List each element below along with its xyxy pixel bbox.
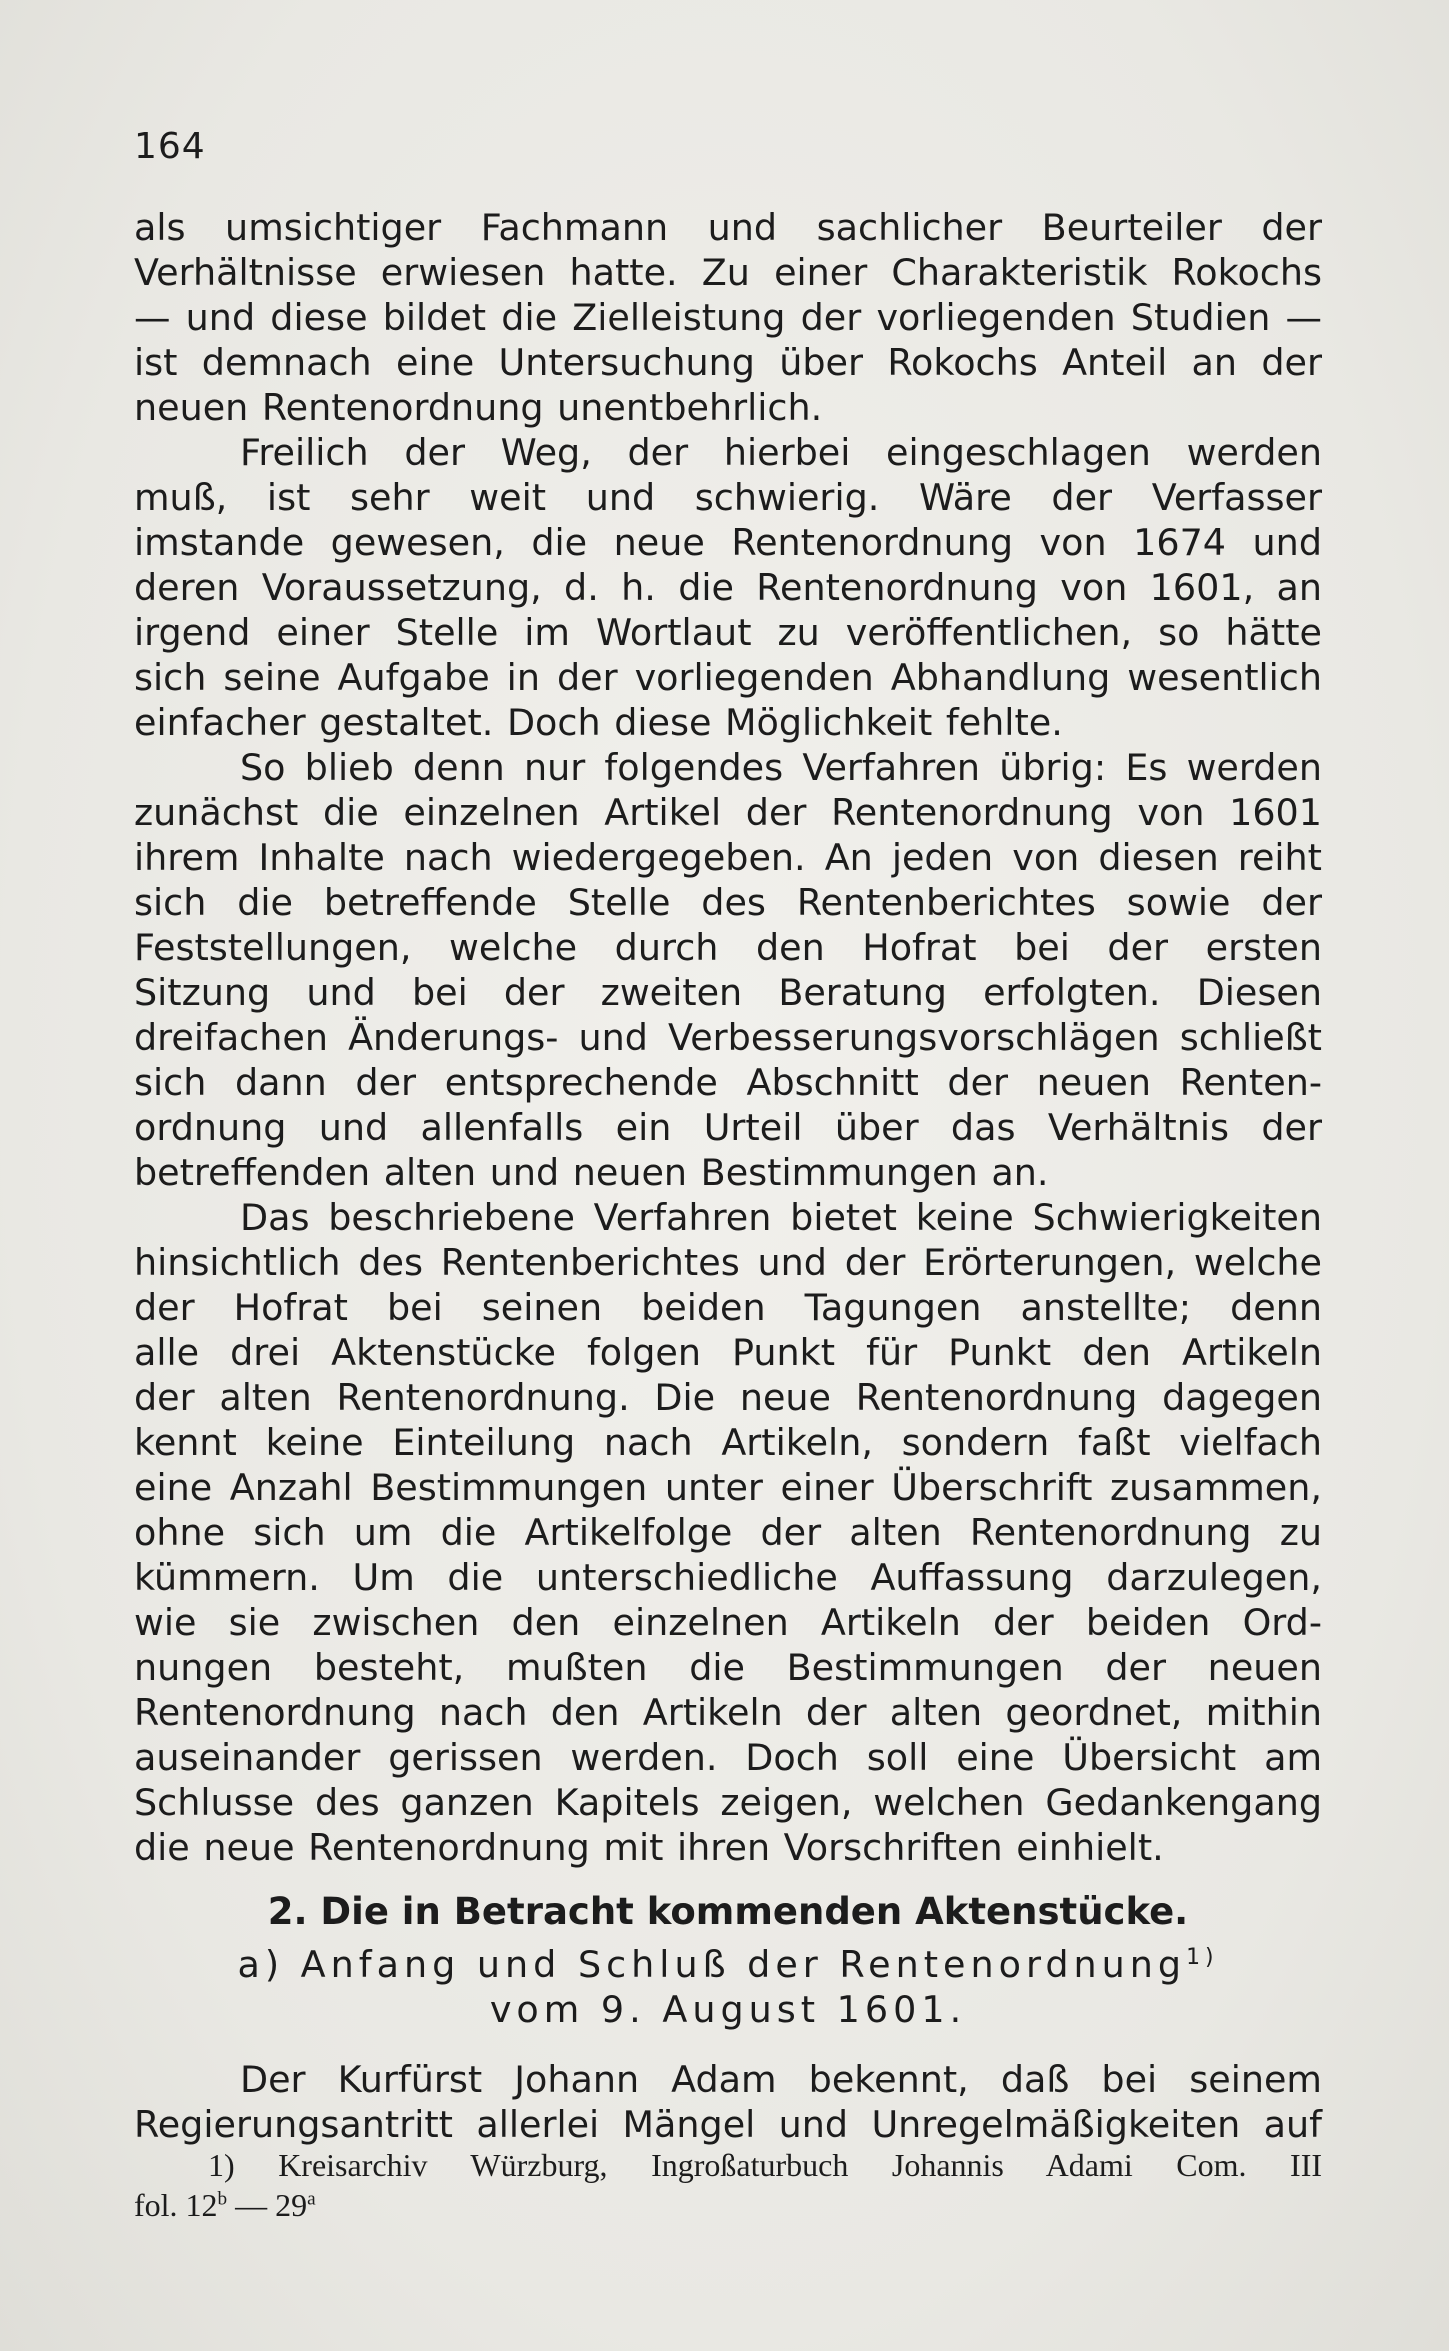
footnote-line xyxy=(134,2185,1322,2225)
subheading-text: a) Anfang und Schluß der Rentenordnung xyxy=(237,1943,1187,1986)
text-line: wie sie zwischen den einzelnen Artikeln der beiden Ord- xyxy=(134,1601,1322,1644)
text-line: Sitzung und bei der zweiten Beratung erfolgten. Diesen xyxy=(134,971,1322,1014)
text-line: Feststellungen, welche durch den Hofrat bei der ersten xyxy=(134,926,1322,969)
text-line: Freilich der Weg, der hierbei eingeschlagen werden xyxy=(240,431,1322,474)
footnote xyxy=(134,2145,1322,2225)
text-line: nungen besteht, mußten die Bestimmungen der neuen xyxy=(134,1646,1322,1689)
footnote-sup-b: b xyxy=(217,2188,228,2210)
text-line: ihrem Inhalte nach wiedergegeben. An jeden von diesen reiht xyxy=(134,836,1322,879)
document-text xyxy=(134,2057,1322,2147)
text-line: betreffenden alten und neuen Bestimmungen an. xyxy=(134,1151,1049,1194)
text-line: — und diese bildet die Zielleistung der vorliegenden Studien — xyxy=(134,296,1322,339)
main-text xyxy=(134,205,1322,1870)
text-line: irgend einer Stelle im Wortlaut zu veröffentlichen, so hätte xyxy=(134,611,1322,654)
text-line: Schlusse des ganzen Kapitels zeigen, welchen Gedankengang xyxy=(134,1781,1322,1824)
text-line: die neue Rentenordnung mit ihren Vorschriften einhielt. xyxy=(134,1826,1164,1869)
text-line: deren Voraussetzung, d. h. die Rentenordnung von 1601, an xyxy=(134,566,1322,609)
footnote-mark: 1) xyxy=(1186,1944,1219,1970)
text-line: Das beschriebene Verfahren bietet keine Schwierigkeiten xyxy=(240,1196,1322,1239)
text-line: alle drei Aktenstücke folgen Punkt für Punkt den Artikeln xyxy=(134,1331,1322,1374)
text-line: kennt keine Einteilung nach Artikeln, sondern faßt vielfach xyxy=(134,1421,1322,1464)
footnote-folio-end: — 29 xyxy=(227,2187,308,2223)
text-line: hinsichtlich des Rentenberichtes und der Erörterungen, welche xyxy=(134,1241,1322,1284)
text-line: einfacher gestaltet. Doch diese Möglichkeit fehlte. xyxy=(134,701,1063,744)
text-line: sich die betreffende Stelle des Rentenberichtes sowie der xyxy=(134,881,1322,924)
text-line: sich dann der entsprechende Abschnitt der neuen Renten- xyxy=(134,1061,1322,1104)
section-heading: 2. Die in Betracht kommenden Aktenstücke. xyxy=(267,1890,1189,1933)
text-line: kümmern. Um die unterschiedliche Auffassung darzulegen, xyxy=(134,1556,1322,1599)
text-line: imstande gewesen, die neue Rentenordnung von 1674 und xyxy=(134,521,1322,564)
footnote-sup-a: a xyxy=(307,2188,316,2210)
text-line: Der Kurfürst Johann Adam bekennt, daß bei seinem xyxy=(240,2058,1322,2101)
text-line: als umsichtiger Fachmann und sachlicher Beurteiler der xyxy=(134,206,1322,249)
footnote-folio: fol. 12 xyxy=(134,2187,218,2223)
text-line: muß, ist sehr weit und schwierig. Wäre der Verfasser xyxy=(134,476,1322,519)
text-line: ohne sich um die Artikelfolge der alten Rentenordnung zu xyxy=(134,1511,1322,1554)
text-line: dreifachen Änderungs- und Verbesserungsvorschlägen schließt xyxy=(134,1016,1322,1059)
text-line: ordnung und allenfalls ein Urteil über das Verhältnis der xyxy=(134,1106,1322,1149)
text-line: So blieb denn nur folgendes Verfahren übrig: Es werden xyxy=(240,746,1322,789)
text-line: auseinander gerissen werden. Doch soll eine Übersicht am xyxy=(134,1736,1322,1779)
text-line: der Hofrat bei seinen beiden Tagungen anstellte; denn xyxy=(134,1286,1322,1329)
text-line: Verhältnisse erwiesen hatte. Zu einer Charakteristik Rokochs xyxy=(134,251,1322,294)
text-line: ist demnach eine Untersuchung über Rokochs Anteil an der xyxy=(134,341,1322,384)
text-line: neuen Rentenordnung unentbehrlich. xyxy=(134,386,823,429)
text-line: eine Anzahl Bestimmungen unter einer Überschrift zusammen, xyxy=(134,1466,1322,1509)
subheading-line-2: vom 9. August 1601. xyxy=(489,1988,967,2031)
page-number: 164 xyxy=(134,126,206,167)
text-line: sich seine Aufgabe in der vorliegenden Abhandlung wesentlich xyxy=(134,656,1322,699)
text-line: Regierungsantritt allerlei Mängel und Unregelmäßigkeiten auf xyxy=(134,2103,1322,2146)
text-line: der alten Rentenordnung. Die neue Rentenordnung dagegen xyxy=(134,1376,1322,1419)
text-line: zunächst die einzelnen Artikel der Rentenordnung von 1601 xyxy=(134,791,1322,834)
text-line: Rentenordnung nach den Artikeln der alten geordnet, mithin xyxy=(134,1691,1322,1734)
footnote-line: 1) Kreisarchiv Würzburg, Ingroßaturbuch Johannis Adami Com. III xyxy=(208,2147,1322,2183)
subheading-line-1 xyxy=(134,1942,1322,1987)
